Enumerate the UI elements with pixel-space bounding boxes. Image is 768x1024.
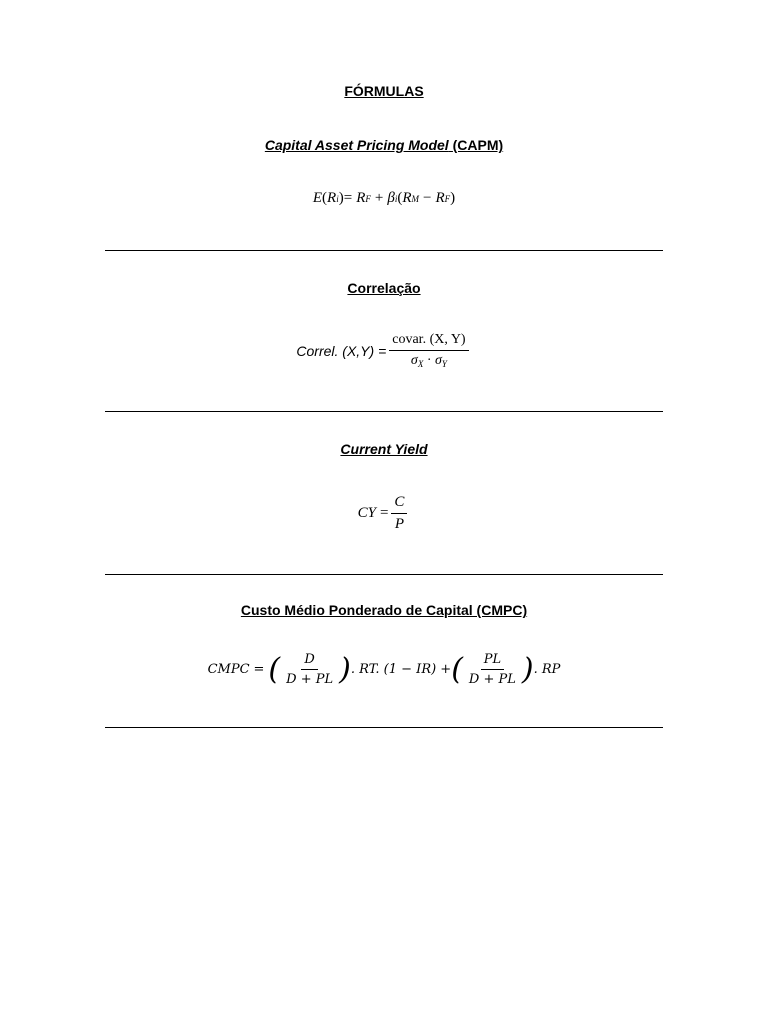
capm-beta: β xyxy=(387,190,395,206)
sigma-y: σ xyxy=(435,353,442,368)
correlacao-formula xyxy=(0,332,768,369)
cmpc-paren-open-2: ( xyxy=(451,651,463,687)
cmpc-lhs: CMPC xyxy=(207,662,250,677)
cmpc-paren-open-1: ( xyxy=(268,651,281,687)
current-yield-heading-text: Current Yield xyxy=(340,441,428,457)
cmpc-tail: . RP xyxy=(533,662,561,677)
current-yield-formula xyxy=(0,494,768,533)
page-title xyxy=(0,83,768,99)
divider-2 xyxy=(105,411,663,412)
cy-lhs: CY xyxy=(357,505,376,521)
capm-ri: R xyxy=(327,190,337,206)
sigma-x: σ xyxy=(410,353,418,368)
capm-heading-rest: (CAPM) xyxy=(452,137,504,153)
correl-lhs: Correl. (X,Y) = xyxy=(296,342,387,359)
capm-rf2-sub: F xyxy=(444,193,451,204)
sigma-y-sub: Y xyxy=(441,359,447,369)
cmpc-frac2-den: D + PL xyxy=(468,672,516,687)
capm-heading-italic: Capital Asset Pricing Model xyxy=(264,137,449,153)
sigma-x-sub: X xyxy=(417,359,424,369)
capm-rm-sub: M xyxy=(411,193,419,204)
capm-rm: R xyxy=(402,190,412,206)
capm-rf-sub: F xyxy=(365,193,371,204)
page-title-text: FÓRMULAS xyxy=(344,83,424,99)
capm-e: E xyxy=(312,190,323,206)
correlacao-heading xyxy=(0,280,768,296)
cmpc-heading-text: Custo Médio Ponderado de Capital (CMPC) xyxy=(240,602,528,618)
cmpc-paren-close-1: ) xyxy=(339,651,351,687)
cmpc-fraction-2 xyxy=(466,652,519,687)
correl-dot: · xyxy=(426,353,432,368)
cmpc-eq: = xyxy=(253,662,265,677)
capm-minus: − xyxy=(423,190,432,206)
cy-numerator: C xyxy=(391,494,407,514)
cmpc-frac1-den: D + PL xyxy=(286,672,334,687)
capm-beta-sub: i xyxy=(394,193,398,204)
divider-4 xyxy=(105,727,663,728)
cmpc-paren-close-2: ) xyxy=(521,651,534,687)
cmpc-mid: . RT. (1 − IR) + xyxy=(350,662,452,677)
cmpc-frac2-num: PL xyxy=(481,652,504,670)
capm-plus: + xyxy=(374,190,384,206)
capm-ri-sub: i xyxy=(336,193,339,204)
capm-heading xyxy=(0,137,768,153)
cy-eq: = xyxy=(379,505,389,521)
divider-1 xyxy=(105,250,663,251)
divider-3 xyxy=(105,574,663,575)
cmpc-heading xyxy=(0,602,768,618)
capm-formula: E ( R i ) = R F + β i ( R M − R F ) xyxy=(312,190,456,206)
correl-denominator xyxy=(408,351,450,369)
capm-eq: = xyxy=(343,190,353,206)
capm-rf: R xyxy=(356,190,366,206)
correl-fraction xyxy=(389,332,468,369)
correlacao-heading-text: Correlação xyxy=(347,280,421,296)
cmpc-formula xyxy=(0,652,768,687)
correl-numerator: covar. (X, Y) xyxy=(389,332,468,351)
cy-denominator: P xyxy=(394,516,404,532)
cy-fraction xyxy=(391,494,407,533)
capm-rf2: R xyxy=(435,190,445,206)
current-yield-heading xyxy=(0,441,768,457)
cmpc-fraction-1 xyxy=(283,652,336,687)
cmpc-frac1-num: D xyxy=(301,652,317,670)
